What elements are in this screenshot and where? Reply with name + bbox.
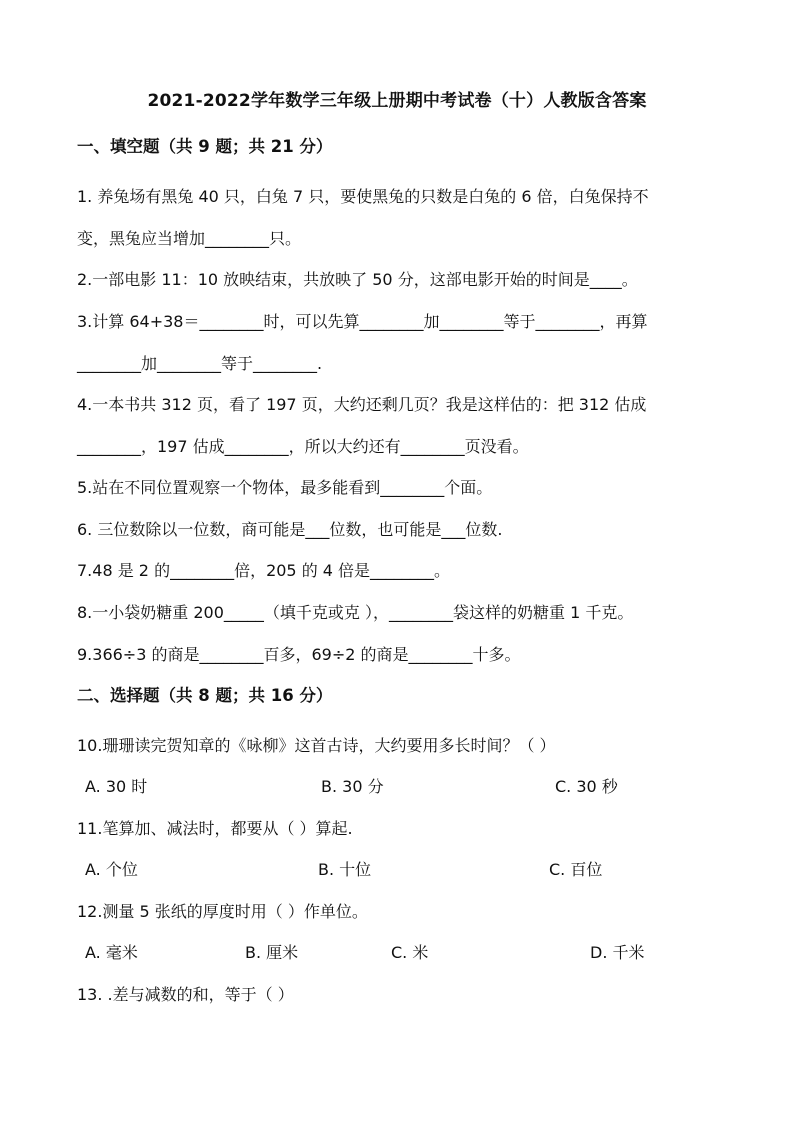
question-11-option-b: B. 十位 <box>318 860 372 879</box>
question-10-option-b: B. 30 分 <box>321 777 384 796</box>
question-8: 8.一小袋奶糖重 200_____（填千克或克 ），________袋这样的奶糖重 1 千克。 <box>77 603 634 622</box>
question-3-line-1: 3.计算 64+38＝________时，可以先算________加________等于________，再算 <box>77 312 648 331</box>
question-4-line-2: ________，197 估成________，所以大约还有________页没看。 <box>77 437 529 456</box>
question-10-option-c: C. 30 秒 <box>555 777 618 796</box>
question-2: 2.一部电影 11：10 放映结束，共放映了 50 分，这部电影开始的时间是____。 <box>77 270 638 289</box>
question-7: 7.48 是 2 的________倍，205 的 4 倍是________。 <box>77 561 451 580</box>
question-1-line-2: 变，黑兔应当增加________只。 <box>77 229 302 248</box>
question-12-option-b: B. 厘米 <box>245 943 299 962</box>
question-4-line-1: 4.一本书共 312 页，看了 197 页，大约还剩几页？我是这样估的：把 312 估成 <box>77 395 647 414</box>
page-title: 2021-2022学年数学三年级上册期中考试卷（十）人教版含答案 <box>147 91 647 111</box>
question-3-line-2: ________加________等于________. <box>77 354 323 373</box>
question-5: 5.站在不同位置观察一个物体，最多能看到________个面。 <box>77 478 493 497</box>
section-heading-multiple-choice: 二、选择题（共 8 题；共 16 分） <box>77 686 333 705</box>
question-12-option-d: D. 千米 <box>590 943 645 962</box>
question-11: 11.笔算加、减法时，都要从（ ）算起. <box>77 819 353 838</box>
question-9: 9.366÷3 的商是________百多，69÷2 的商是________十多。 <box>77 645 521 664</box>
question-12: 12.测量 5 张纸的厚度时用（ ）作单位。 <box>77 902 368 921</box>
question-1-line-1: 1. 养兔场有黑兔 40 只，白兔 7 只，要使黑兔的只数是白兔的 6 倍，白兔保持不 <box>77 187 649 206</box>
question-12-option-c: C. 米 <box>391 943 429 962</box>
question-11-option-c: C. 百位 <box>549 860 603 879</box>
question-13: 13. .差与减数的和，等于（ ） <box>77 985 294 1004</box>
question-6: 6. 三位数除以一位数，商可能是___位数，也可能是___位数. <box>77 520 503 539</box>
question-10-option-a: A. 30 时 <box>85 777 148 796</box>
question-10: 10.珊珊读完贺知章的《咏柳》这首古诗，大约要用多长时间？（ ） <box>77 736 556 755</box>
question-11-option-a: A. 个位 <box>85 860 138 879</box>
question-12-option-a: A. 毫米 <box>85 943 138 962</box>
section-heading-fill-in: 一、填空题（共 9 题；共 21 分） <box>77 137 333 156</box>
